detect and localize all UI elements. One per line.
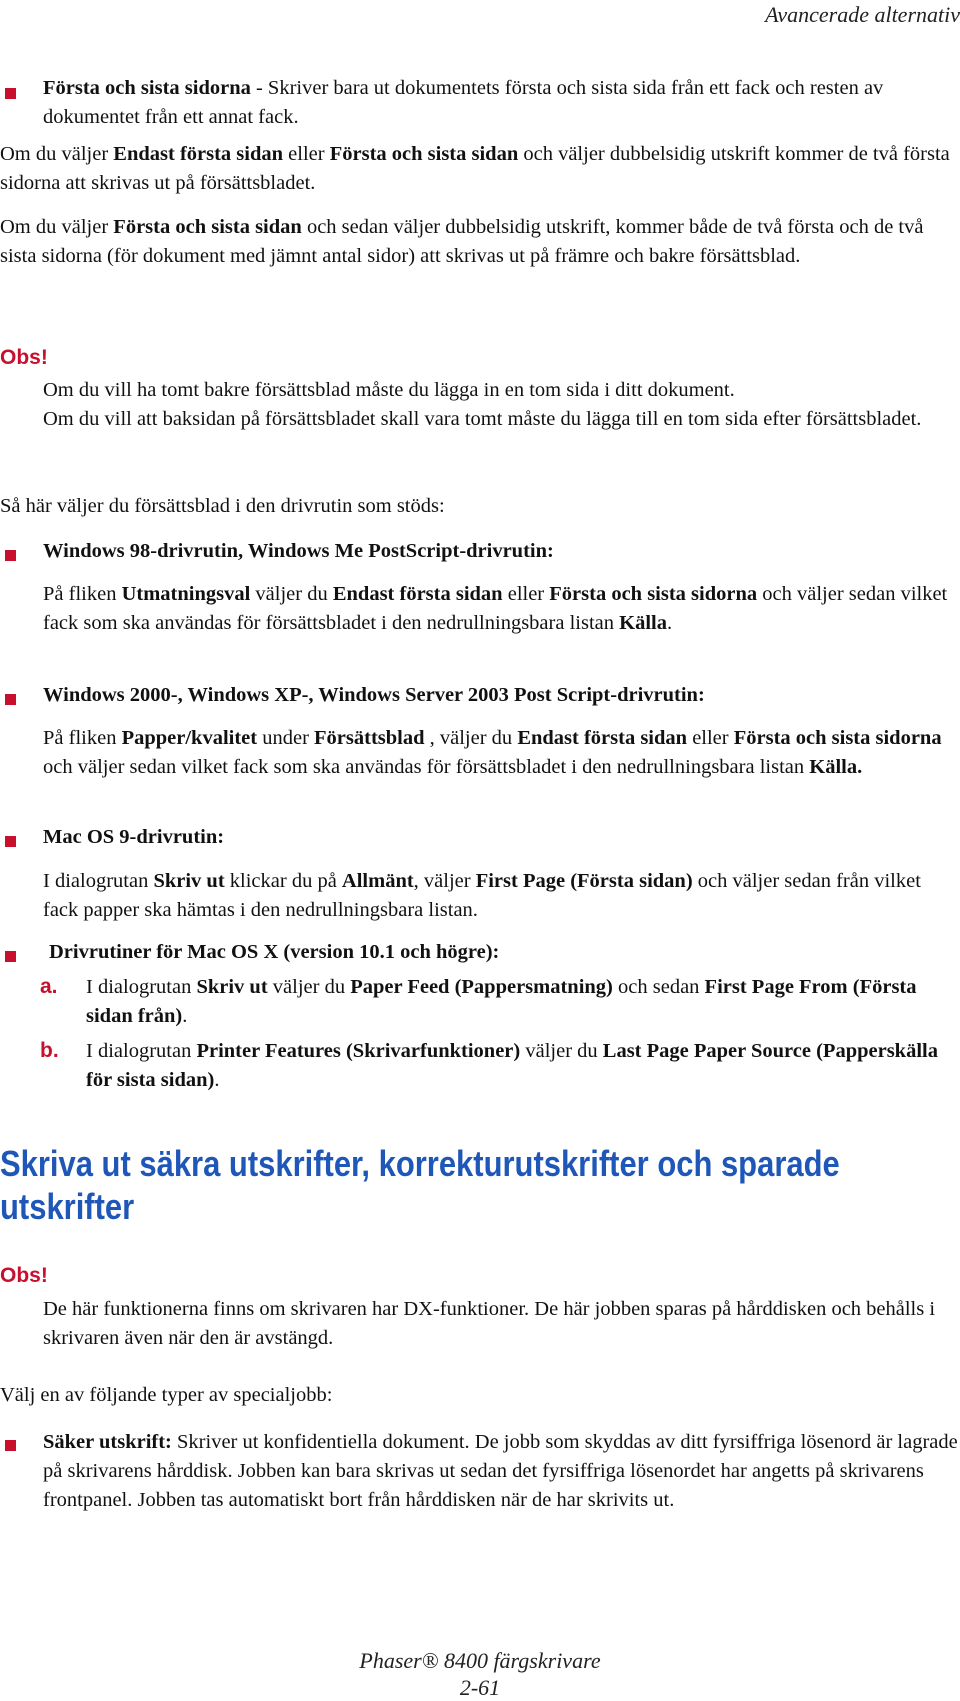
step-label-a: a. [40,975,58,998]
bullet-icon [5,1440,16,1451]
driver-text-win98: På fliken Utmatningsval väljer du Endast första sidan eller Första och sista sidorna och väljer sedan vilket fack som ska användas för försättsbladet i den nedrullningsbara listan Källa. [43,583,948,634]
paragraph-first-page-duplex: Om du väljer Endast första sidan eller Första och sista sidan och väljer dubbelsidig utskrift kommer de två första sidorna att skrivas ut på försättsbladet. [0,143,950,194]
driver-title-win98: Windows 98-drivrutin, Windows Me PostScript-drivrutin: [43,540,554,562]
step-label-b: b. [40,1039,59,1062]
bullet-icon [5,88,16,99]
driver-text-win2000: På fliken Papper/kvalitet under Försättsblad , väljer du Endast första sidan eller Första och sista sidorna och väljer sedan vilket fack som ska användas för försättsbladet i den nedrullningsbara listan Källa. [43,727,942,778]
driver-title-macx: Drivrutiner för Mac OS X (version 10.1 och högre): [49,941,500,963]
footer-page-number: 2-61 [459,1675,501,1700]
footer-product: Phaser® 8400 färgskrivare [359,1648,601,1673]
bullet-icon [5,694,16,705]
bullet-first-last-pages: Första och sista sidorna - Skriver bara ut dokumentets första och sista sida från ett fack och resten av dokumentet från ett annat fack. [43,77,884,128]
special-jobs-intro: Välj en av följande typer av specialjobb: [0,1384,333,1406]
note-text-2: Om du vill att baksidan på försättsbladet skall vara tomt måste du lägga till en tom sida efter försättsbladet. [43,408,922,430]
step-text-b: I dialogrutan Printer Features (Skrivarfunktioner) väljer du Last Page Paper Source (Papperskälla för sista sidan). [86,1040,938,1091]
bullet-icon [5,836,16,847]
driver-title-win2000: Windows 2000-, Windows XP-, Windows Server 2003 Post Script-drivrutin: [43,684,705,706]
bullet-icon [5,951,16,962]
driver-text-mac9: I dialogrutan Skriv ut klickar du på Allmänt, väljer First Page (Första sidan) och väljer sedan från vilket fack papper ska hämtas i den nedrullningsbara listan. [43,870,921,921]
note-text-1: Om du vill ha tomt bakre försättsblad måste du lägga in en tom sida i ditt dokument. [43,379,735,401]
bullet-secure-print: Säker utskrift: Skriver ut konfidentiella dokument. De jobb som skyddas av ditt fyrsiffriga lösenord är lagrade på skrivarens hårddisk. Jobben kan bara skrivas ut sedan det fyrsiffriga lösenordet har angetts på skrivarens frontpanel. Jobben tas automatiskt bort från hårddisken när de har skrivits ut. [43,1431,958,1511]
paragraph-first-last-duplex: Om du väljer Första och sista sidan och sedan väljer dubbelsidig utskrift, kommer både de två första och de två sista sidorna (för dokument med jämnt antal sidor) att skrivas ut på främre och bakre försättsblad. [0,216,924,267]
note-label: Obs! [0,346,48,369]
running-header: Avancerade alternativ [765,2,960,27]
step-text-a: I dialogrutan Skriv ut väljer du Paper Feed (Pappersmatning) och sedan First Page From (Första sidan från). [86,976,917,1027]
bullet-icon [5,550,16,561]
note-text-dx: De här funktionerna finns om skrivaren har DX-funktioner. De här jobben sparas på hårddisken och behålls i skrivaren även när den är avstängd. [43,1298,936,1349]
drivers-intro: Så här väljer du försättsblad i den drivrutin som stöds: [0,495,445,517]
section-heading: Skriva ut säkra utskrifter, korrekturutskrifter och sparade utskrifter [0,1143,840,1227]
note-label-2: Obs! [0,1264,48,1287]
driver-title-mac9: Mac OS 9-drivrutin: [43,826,225,848]
